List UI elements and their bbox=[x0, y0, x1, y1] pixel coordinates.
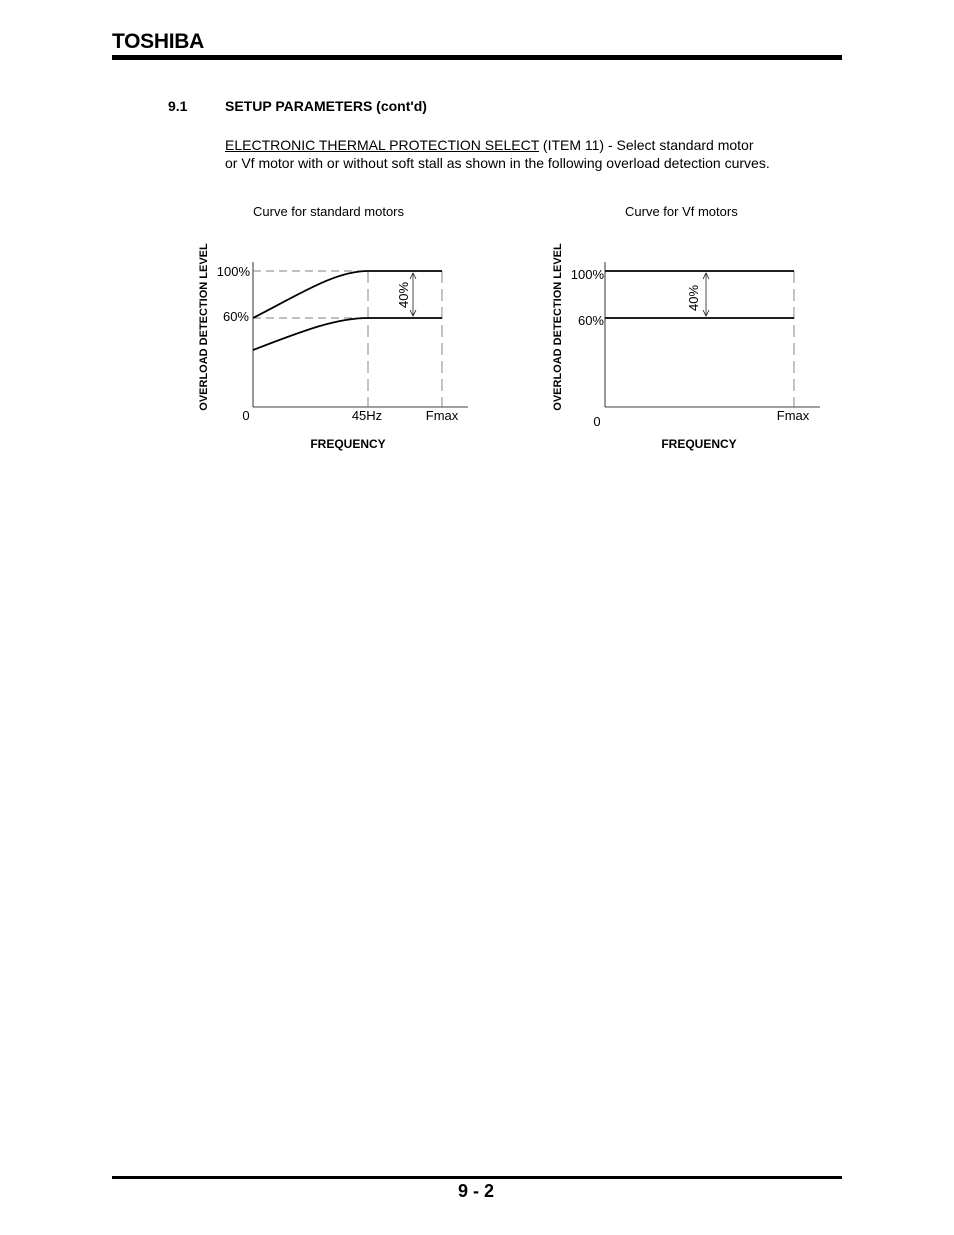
footer-rule bbox=[112, 1176, 842, 1179]
chart1-series-lower bbox=[253, 318, 442, 350]
chart1-ylabel: OVERLOAD DETECTION LEVEL bbox=[198, 243, 210, 411]
chart1-ytick-60: 60% bbox=[222, 309, 249, 324]
chart2-title: Curve for Vf motors bbox=[625, 204, 738, 219]
chart2-xtick-0: 0 bbox=[593, 414, 601, 429]
chart2-xtick-fmax: Fmax bbox=[776, 408, 810, 423]
chart2-ytick-60: 60% bbox=[577, 313, 604, 328]
chart2-annotation: 40% bbox=[686, 284, 701, 312]
chart2-ylabel: OVERLOAD DETECTION LEVEL bbox=[552, 243, 564, 411]
parameter-name: ELECTRONIC THERMAL PROTECTION SELECT bbox=[225, 137, 540, 153]
paragraph-line1-rest: (ITEM 11) - Select standard motor bbox=[539, 137, 754, 153]
chart1-annotation: 40% bbox=[396, 281, 411, 309]
chart1-xtick-0: 0 bbox=[242, 408, 250, 423]
chart2-xlabel: FREQUENCY bbox=[661, 437, 737, 451]
chart1-title: Curve for standard motors bbox=[253, 204, 405, 219]
toshiba-logo: TOSHIBA bbox=[112, 30, 205, 53]
section-number: 9.1 bbox=[168, 98, 188, 114]
chart1-xtick-45hz: 45Hz bbox=[351, 408, 383, 423]
page-number: 9 - 2 bbox=[458, 1181, 495, 1201]
paragraph-line2: or Vf motor with or without soft stall as shown in the following overload detection curves. bbox=[225, 155, 770, 171]
chart2 bbox=[552, 243, 820, 451]
chart2-ytick-100: 100% bbox=[570, 267, 604, 282]
chart1-xlabel: FREQUENCY bbox=[310, 437, 386, 451]
chart1-ytick-100: 100% bbox=[216, 264, 250, 279]
chart1-series-upper bbox=[253, 271, 442, 318]
chart1 bbox=[198, 243, 468, 451]
section-title: SETUP PARAMETERS (cont'd) bbox=[225, 98, 427, 114]
chart1-xtick-fmax: Fmax bbox=[425, 408, 459, 423]
